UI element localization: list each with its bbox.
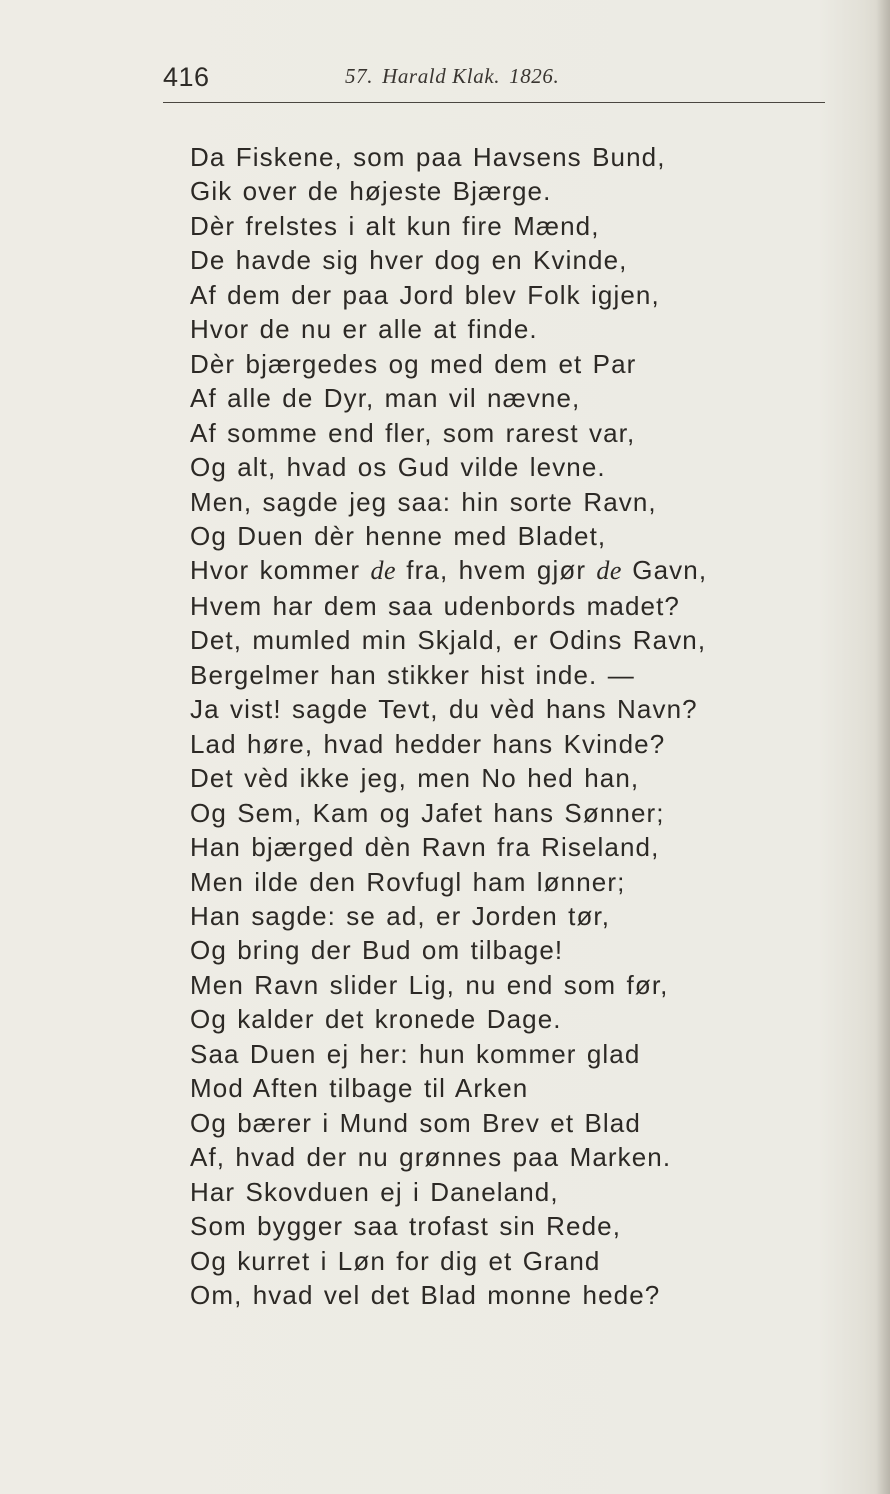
italic-word: de <box>596 556 622 586</box>
poem-line: Da Fiskene, som paa Havsens Bund, <box>190 142 666 172</box>
poem-line: Han sagde: se ad, er Jorden tør, <box>190 900 611 931</box>
poem-line: Og Sem, Kam og Jafet hans Sønner; <box>190 797 665 828</box>
poem-line: Saa Duen ej her: hun kommer glad <box>190 1038 641 1069</box>
poem-line: De havde sig hver dog en Kvinde, <box>190 245 628 276</box>
poem-line: Af dem der paa Jord blev Folk igjen, <box>190 279 660 310</box>
poem-line: Om, hvad vel det Blad monne hede? <box>190 1279 661 1310</box>
poem-line: Men ilde den Rovfugl ham lønner; <box>190 866 626 897</box>
page-number: 416 <box>163 62 210 92</box>
running-title <box>345 64 568 89</box>
poem-line <box>190 553 810 588</box>
poem-line: Lad høre, hvad hedder hans Kvinde? <box>190 728 666 759</box>
poem-line: Af, hvad der nu grønnes paa Marken. <box>190 1142 672 1173</box>
poem-line: Ja vist! sagde Tevt, du vèd hans Navn? <box>190 694 698 725</box>
poem-line: Og Duen dèr henne med Bladet, <box>190 520 607 551</box>
page-edge-shadow <box>876 0 890 1494</box>
poem-line: Hvor de nu er alle at finde. <box>190 314 538 345</box>
poem-line: Og kurret i Løn for dig et Grand <box>190 1245 601 1276</box>
poem-line: Det vèd ikke jeg, men No hed han, <box>190 763 640 794</box>
poem-line: Gik over de højeste Bjærge. <box>190 176 552 207</box>
poem-line: Men, sagde jeg saa: hin sorte Ravn, <box>190 486 657 517</box>
poem-line: Han bjærged dèn Ravn fra Riseland, <box>190 832 660 863</box>
poem-line: Og bring der Bud om tilbage! <box>190 935 564 966</box>
poem-text <box>190 140 810 1312</box>
poem-line: Mod Aften tilbage til Arken <box>190 1073 529 1104</box>
year: 1826. <box>509 64 560 88</box>
section-number: 57. <box>345 64 374 88</box>
line-text: Hvor kommer <box>190 555 371 586</box>
poem-line: Som bygger saa trofast sin Rede, <box>190 1211 622 1242</box>
poem-line: Dèr frelstes i alt kun fire Mænd, <box>190 210 600 241</box>
line-text: fra, hvem gjør <box>395 555 597 586</box>
header-rule <box>163 102 825 103</box>
poem-line: Dèr bjærgedes og med dem et Par <box>190 348 637 379</box>
poem-line: Og bærer i Mund som Brev et Blad <box>190 1107 641 1138</box>
poem-line: Hvem har dem saa udenbords madet? <box>190 590 680 621</box>
poem-line: Af somme end fler, som rarest var, <box>190 417 636 448</box>
poem-line: Det, mumled min Skjald, er Odins Ravn, <box>190 625 707 656</box>
page-header <box>163 58 823 98</box>
italic-word: de <box>370 556 396 586</box>
poem-line: Har Skovduen ej i Daneland, <box>190 1176 559 1207</box>
poem-line: Men Ravn slider Lig, nu end som før, <box>190 969 669 1000</box>
work-title: Harald Klak. <box>382 64 501 88</box>
poem-line: Af alle de Dyr, man vil nævne, <box>190 383 581 414</box>
poem-line: Bergelmer han stikker hist inde. — <box>190 659 635 690</box>
line-text: Gavn, <box>621 555 708 586</box>
poem-line: Og alt, hvad os Gud vilde levne. <box>190 452 606 483</box>
poem-line: Og kalder det kronede Dage. <box>190 1004 562 1035</box>
